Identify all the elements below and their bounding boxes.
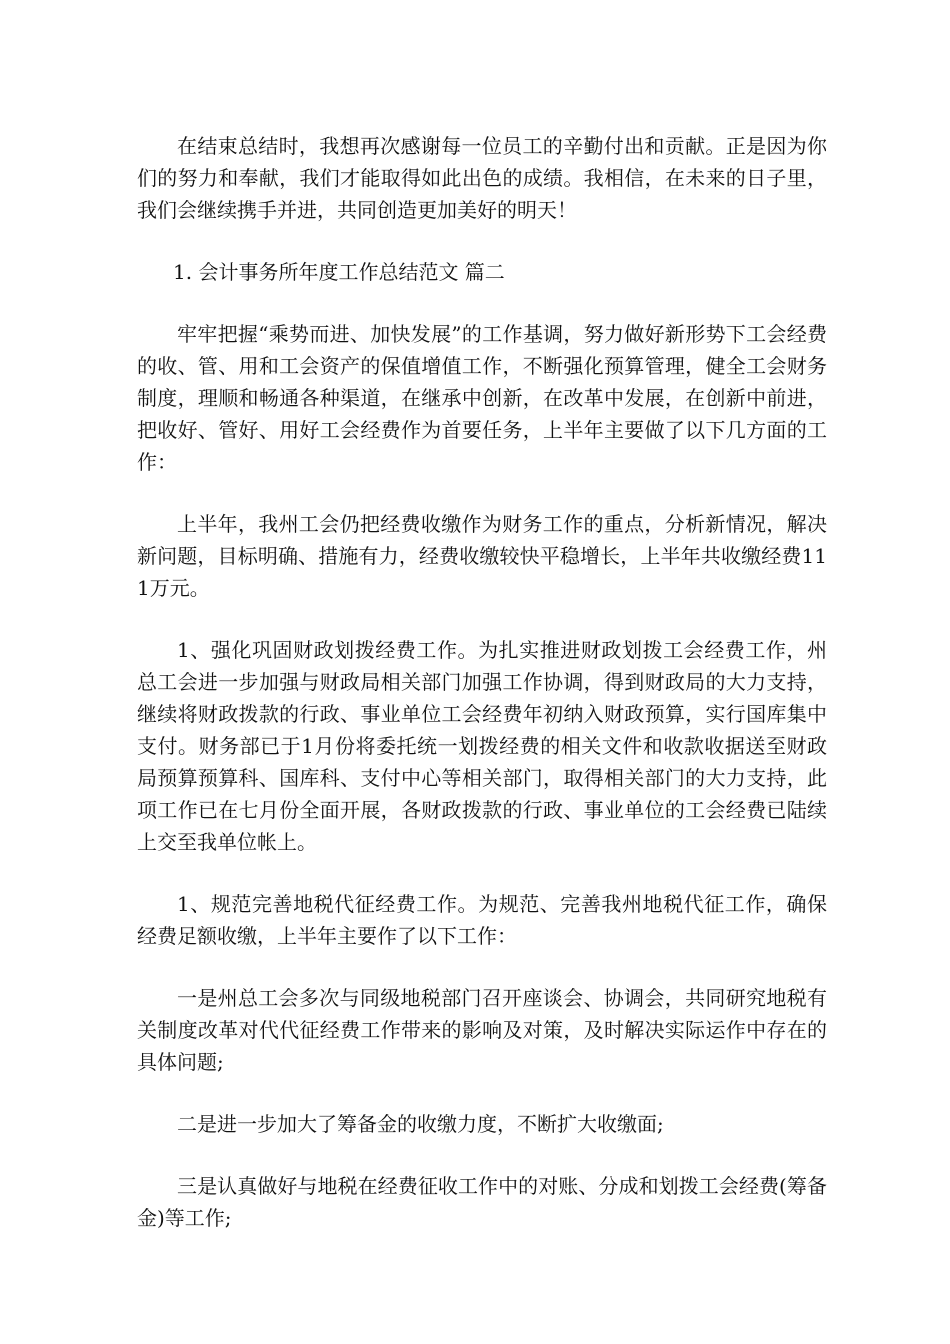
paragraph-closing-thanks: 在结束总结时，我想再次感谢每一位员工的辛勤付出和贡献。正是因为你们的努力和奉献，我们才能取得如此出色的成绩。我相信，在未来的日子里，我们会继续携手并进，共同创造更加美好的明天！: [137, 134, 827, 222]
paragraph-intro: 牢牢把握“乘势而进、加快发展”的工作基调，努力做好新形势下工会经费的收、管、用和工会资产的保值增值工作，不断强化预算管理，健全工会财务制度，理顺和畅通各种渠道，在继承中创新，在改革中发展，在创新中前进，把收好、管好、用好工会经费作为首要任务，上半年主要做了以下几方面的工作：: [137, 322, 827, 474]
paragraph-item-three: 三是认真做好与地税在经费征收工作中的对账、分成和划拨工会经费(筹备金)等工作;: [137, 1174, 827, 1230]
paragraph-item-one: 一是州总工会多次与同级地税部门召开座谈会、协调会，共同研究地税有关制度改革对代代征经费工作带来的影响及对策，及时解决实际运作中存在的具体问题;: [137, 986, 827, 1074]
paragraph-item-two: 二是进一步加大了筹备金的收缴力度，不断扩大收缴面;: [177, 1112, 664, 1136]
section-heading: 1. 会计事务所年度工作总结范文 篇二: [173, 260, 505, 284]
document-body: [137, 130, 827, 1264]
paragraph-fiscal-allocation: 1、强化巩固财政划拨经费工作。为扎实推进财政划拨工会经费工作，州总工会进一步加强与财政局相关部门加强工作协调，得到财政局的大力支持，继续将财政拨款的行政、事业单位工会经费年初纳入财政预算，实行国库集中支付。财务部已于1月份将委托统一划拨经费的相关文件和收款收据送至财政局预算预算科、国库科、支付中心等相关部门，取得相关部门的大力支持，此项工作已在七月份全面开展，各财政拨款的行政、事业单位的工会经费已陆续上交至我单位帐上。: [137, 638, 827, 854]
paragraph-tax-collection: 1、规范完善地税代征经费工作。为规范、完善我州地税代征工作，确保经费足额收缴，上半年主要作了以下工作：: [137, 892, 827, 948]
paragraph-first-half: 上半年，我州工会仍把经费收缴作为财务工作的重点，分析新情况，解决新问题，目标明确、措施有力，经费收缴较快平稳增长，上半年共收缴经费111万元。: [137, 512, 827, 600]
